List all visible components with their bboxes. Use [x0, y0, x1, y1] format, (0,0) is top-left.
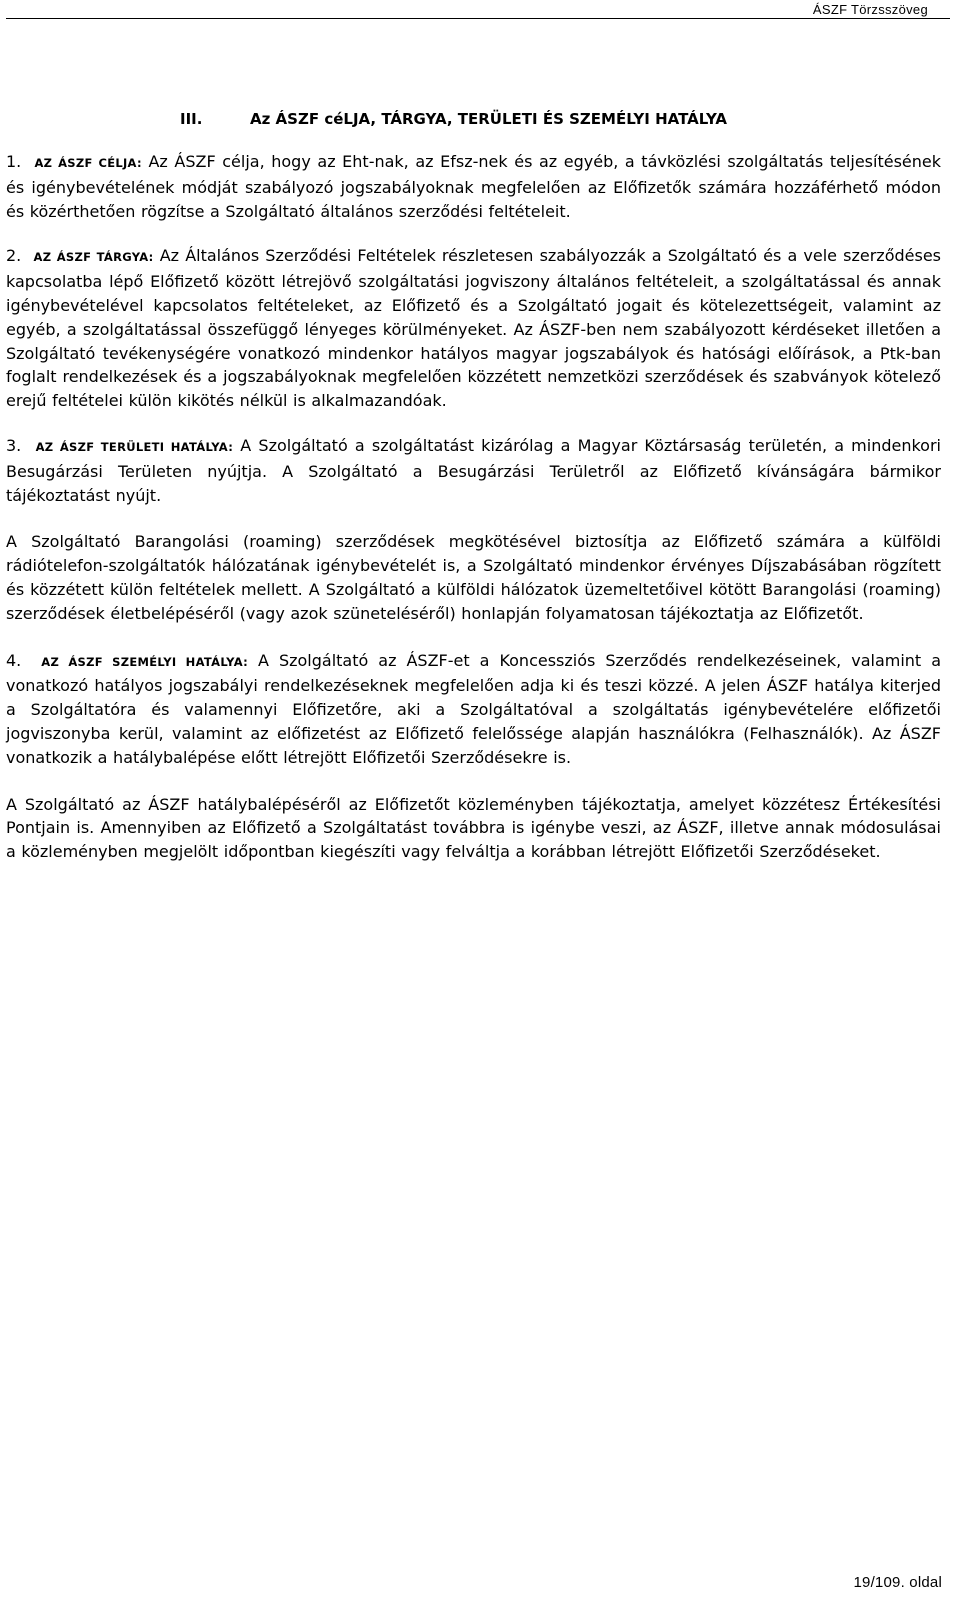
- paragraph-subject: [6, 244, 941, 413]
- paragraph-territorial-scope: [6, 434, 941, 507]
- paragraph-lead: AZ ÁSZF SZEMÉLYI HATÁLYA:: [41, 654, 249, 669]
- paragraph-text: A Szolgáltató a szolgáltatást kizárólag a Magyar Köztársaság területén, a mindenkori Besugárzási Területen nyújtja. A Szolgáltató a Besugárzási Területről az Előfizető kívánságára bármikor tájékoztatást nyújt.: [6, 435, 941, 505]
- paragraph-personal-scope: [6, 649, 941, 770]
- paragraph-number: 1.: [6, 152, 22, 171]
- section-title: Az ÁSZF céLJA, TÁRGYA, TERÜLETI ÉS SZEMÉLYI HATÁLYA: [250, 110, 728, 128]
- page-number: 19/109. oldal: [853, 1574, 942, 1591]
- section-heading: [180, 110, 727, 128]
- paragraph-number: 2.: [6, 246, 22, 266]
- paragraph-text: A Szolgáltató Barangolási (roaming) szerződések megkötésével biztosítja az Előfizető számára a külföldi rádiótelefon-szolgáltatók hálózatának igénybevételét is, a Szolgáltató mindenkor érvényes Díjszabásában rögzített és közzétett külön feltételek mellett. A Szolgáltató a külföldi hálózatok üzemeltetőivel kötött Barangolási (roaming) szerződések életbelépéséről (vagy azok szüneteléséről) honlapján folyamatosan tájékoztatja az Előfizetőt.: [6, 532, 941, 623]
- paragraph-text: Az Általános Szerződési Feltételek részletesen szabályozzák a Szolgáltató és a vele szerződéses kapcsolatba lépő Előfizető között létrejövő szolgáltatási jogviszony általános feltételeit, a szolgáltatással és annak igénybevételével kapcsolatos feltételeket, az Előfizető és a Szolgáltató jogait és kötelezettségeit, valamint az egyéb, a szolgáltatással összefüggő lényeges körülményeket. Az ÁSZF-ben nem szabályozott kérdéseket illetően a Szolgáltató tevékenységére vonatkozó mindenkor hatályos magyar jogszabályok és hatósági előírások, a Ptk-ban foglalt rendelkezések és a jogszabályoknak megfelelően közzétett nemzetközi szerződések és szabványok kötelező erejű feltételei külön kikötés nélkül is alkalmazandóak.: [6, 246, 942, 411]
- paragraph-number: 4.: [6, 650, 22, 670]
- paragraph-lead: AZ ÁSZF TÁRGYA:: [33, 250, 154, 265]
- paragraph-text: A Szolgáltató az ÁSZF-et a Koncessziós Szerződés rendelkezéseinek, valamint a vonatkozó hatályos jogszabályi rendelkezéseknek megfelelően adja ki és teszi közzé. A jelen ÁSZF hatálya kiterjed a Szolgáltatóra és valamennyi Előfizetőre, aki a Szolgáltatóval a szolgáltatás igénybevételére előfizetői jogviszonyba kerül, valamint az előfizetést az Előfizető felelőssége alapján használókra (Felhasználók). Az ÁSZF vonatkozik a hatálybalépése előtt létrejött Előfizetői Szerződésekre is.: [6, 650, 942, 767]
- paragraph-lead: AZ ÁSZF CÉLJA:: [34, 156, 142, 170]
- document-body: [6, 150, 941, 887]
- paragraph-roaming: [6, 530, 941, 625]
- paragraph-text: Az ÁSZF célja, hogy az Eht-nak, az Efsz-nek és az egyéb, a távközlési szolgáltatás teljesítésének és igénybevételének módját szabályozó jogszabályoknak megfelelően az Előfizetők számára hozzáférhető módon és közérthetően rögzítse a Szolgáltató általános szerződési feltételeit.: [6, 152, 942, 221]
- paragraph-lead: AZ ÁSZF TERÜLETI HATÁLYA:: [35, 439, 234, 454]
- header-rule: [6, 18, 950, 19]
- section-number: III.: [180, 110, 203, 128]
- paragraph-effective-notice: [6, 793, 941, 864]
- paragraph-number: 3.: [6, 435, 22, 455]
- paragraph-text: A Szolgáltató az ÁSZF hatálybalépéséről az Előfizetőt közleményben tájékoztatja, amelyet közzétesz Értékesítési Pontjain is. Amennyiben az Előfizető a Szolgáltatást továbbra is igénybe veszi, az ÁSZF, illetve annak módosulásai a közleményben megjelölt időpontban kiegészíti vagy felváltja a korábban létrejött Előfizetői Szerződéseket.: [6, 794, 941, 862]
- running-header: ÁSZF Törzsszöveg: [811, 2, 950, 17]
- paragraph-purpose: [6, 150, 941, 223]
